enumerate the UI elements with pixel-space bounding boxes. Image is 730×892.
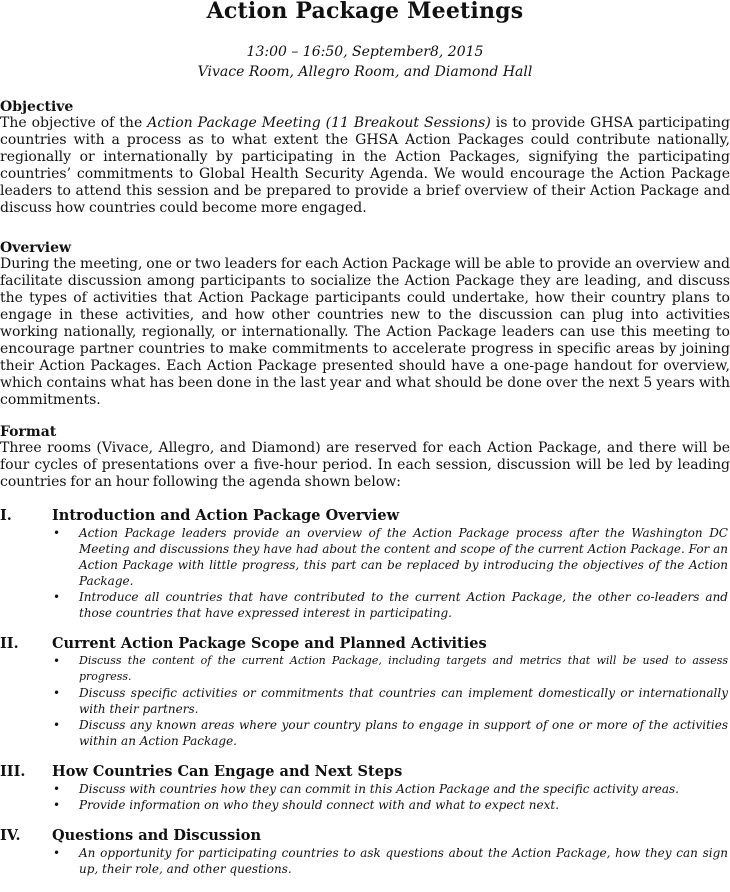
agenda-bullet-item <box>0 717 730 749</box>
agenda-bullet-item <box>0 653 730 685</box>
agenda-bullet-text: Provide information on who they should connect with and what to expect next. <box>79 798 560 812</box>
overview-section <box>0 240 730 409</box>
overview-text: During the meeting, one or two leaders for each Action Package will be able to provide an overview and facilitate discussion among participants to socialize the Action Package they are leading, and discuss the types of activities that Action Package participants could undertake, how their country plans to engage in these activities, and how other countries new to the discussion can plug into activities working nationally, regionally, or internationally. The Action Package leaders can use this meeting to encourage partner countries to make commitments to accelerate progress in specific areas by joining their Action Packages. Each Action Package presented should have a one-page handout for overview, which contains what has been done in the last year and what should be done over the next 5 years with commitments. <box>0 256 730 408</box>
agenda-item-heading <box>0 828 730 844</box>
format-heading: Format <box>0 424 57 440</box>
bullet-icon: • <box>53 846 61 860</box>
agenda-bullet-text: Introduce all countries that have contributed to the current Action Package, the other co-leaders and those countries that have expressed interest in participating. <box>79 590 728 620</box>
agenda-bullet-text: Discuss any known areas where your country plans to engage in support of one or more of the activities within an Action Package. <box>79 718 728 748</box>
agenda-item-number: II. <box>0 635 19 652</box>
agenda-bullet-list <box>0 653 730 749</box>
agenda-item-title: Introduction and Action Package Overview <box>52 507 400 524</box>
agenda-bullet-item <box>0 781 730 797</box>
agenda-bullet-list <box>0 845 730 877</box>
page-title: Action Package Meetings <box>206 0 524 24</box>
agenda-item-title: How Countries Can Engage and Next Steps <box>52 763 403 780</box>
agenda-item-heading <box>0 764 730 780</box>
bullet-icon: • <box>53 718 61 732</box>
agenda-item-title: Current Action Package Scope and Planned Activities <box>52 635 487 652</box>
agenda-bullet-item <box>0 845 730 877</box>
agenda-item-number: IV. <box>0 827 21 844</box>
bullet-icon: • <box>53 798 61 812</box>
overview-heading: Overview <box>0 240 72 256</box>
format-text: Three rooms (Vivace, Allegro, and Diamond) are reserved for each Action Package, and there will be four cycles of presentations over a five-hour period. In each session, discussion will be led by leading countries for an hour following the agenda shown below: <box>0 440 730 490</box>
agenda-item <box>0 508 730 621</box>
agenda-bullet-list <box>0 781 730 813</box>
bullet-icon: • <box>53 654 61 668</box>
objective-text-italic: Action Package Meeting (11 Breakout Sessions) <box>147 115 491 131</box>
objective-text-before: The objective of the <box>0 115 148 131</box>
bullet-icon: • <box>53 686 61 700</box>
agenda-bullet-text: Discuss the content of the current Action Package, including targets and metrics that will be used to assess progress. <box>79 654 728 683</box>
agenda-bullet-text: Discuss specific activities or commitments that countries can implement domestically or internationally with their partners. <box>79 686 728 716</box>
agenda-bullet-text: An opportunity for participating countries to ask questions about the Action Package, how they can sign up, their role, and other questions. <box>79 846 728 876</box>
agenda-bullet-item <box>0 797 730 813</box>
agenda-item-number: III. <box>0 763 26 780</box>
objective-heading: Objective <box>0 99 74 115</box>
format-section <box>0 424 730 491</box>
bullet-icon: • <box>53 590 61 604</box>
objective-section <box>0 99 730 217</box>
agenda-bullet-text: Discuss with countries how they can commit in this Action Package and the specific activity areas. <box>79 782 679 796</box>
agenda-item <box>0 828 730 877</box>
agenda-item <box>0 636 730 749</box>
agenda-bullet-item <box>0 589 730 621</box>
objective-text-after: is to provide GHSA participating countries with a process as to what extent the GHSA Action Packages could contribute nationally, regionally or internationally by participating in the Action Packages, signifying the participating countries’ commitments to Global Health Security Agenda. We would encourage the Action Package leaders to attend this session and be prepared to provide a brief overview of their Action Package and discuss how countries could become more engaged. <box>0 115 730 216</box>
agenda-bullet-item <box>0 685 730 717</box>
agenda-item-heading <box>0 636 730 652</box>
agenda-item-title: Questions and Discussion <box>52 827 261 844</box>
bullet-icon: • <box>53 782 61 796</box>
objective-text <box>0 115 730 217</box>
agenda-bullet-item <box>0 525 730 589</box>
meeting-rooms: Vivace Room, Allegro Room, and Diamond Hall <box>197 64 533 80</box>
agenda-list <box>0 508 730 877</box>
bullet-icon: • <box>53 526 61 540</box>
agenda-item <box>0 764 730 813</box>
agenda-item-number: I. <box>0 507 12 524</box>
agenda-bullet-text: Action Package leaders provide an overview of the Action Package process after the Washington DC Meeting and discussions they have had about the content and scope of the current Action Package. For an Action Package with little progress, this part can be replaced by introducing the objectives of the Action Package. <box>79 526 728 588</box>
meeting-time: 13:00 – 16:50, September8, 2015 <box>246 44 484 60</box>
agenda-item-heading <box>0 508 730 524</box>
agenda-bullet-list <box>0 525 730 621</box>
